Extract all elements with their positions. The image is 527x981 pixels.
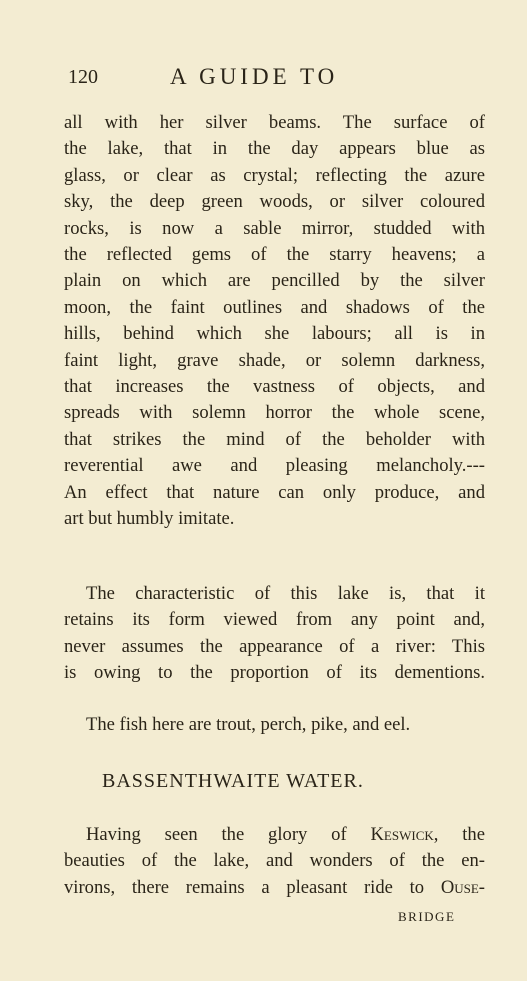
text-line: The fish here are trout, perch, pike, and eel. bbox=[86, 714, 411, 735]
running-head: A GUIDE TO bbox=[170, 64, 339, 89]
text-line: rocks, is now a sable mirror, studded with bbox=[64, 217, 485, 239]
text-line: moon, the faint outlines and shadows of the bbox=[64, 296, 485, 318]
text-line: that increases the vastness of objects, and bbox=[64, 376, 485, 398]
text-line bbox=[64, 822, 485, 848]
text-fragment: , the bbox=[433, 824, 485, 845]
paragraph-bassenthwaite bbox=[64, 822, 485, 901]
text-line: sky, the deep green woods, or silver coloured bbox=[64, 191, 485, 213]
text-line: art but humbly imitate. bbox=[64, 508, 235, 530]
paragraph-night-scene bbox=[64, 110, 485, 533]
section-heading: BASSENTHWAITE WATER. bbox=[102, 770, 364, 792]
text-line: retains its form viewed from any point and, bbox=[64, 609, 485, 631]
text-line: all with her silver beams. The surface of bbox=[64, 112, 485, 133]
place-name-ouse: Ouse- bbox=[440, 876, 485, 898]
text-line: faint light, grave shade, or solemn darkness, bbox=[64, 349, 485, 371]
text-fragment: virons, there remains a pleasant ride to bbox=[64, 876, 441, 898]
text-line: beauties of the lake, and wonders of the en- bbox=[64, 850, 485, 872]
text-line: hills, behind which she labours; all is in bbox=[64, 323, 485, 345]
text-line: that strikes the mind of the beholder with bbox=[64, 428, 485, 450]
text-line: never assumes the appearance of a river: This bbox=[64, 635, 485, 657]
text-fragment: Having seen the glory of bbox=[86, 824, 371, 845]
paragraph-characteristic bbox=[64, 581, 485, 687]
text-line: the reflected gems of the starry heavens; a bbox=[64, 244, 485, 266]
text-line bbox=[64, 875, 485, 901]
page-number: 120 bbox=[68, 66, 98, 88]
paragraph-fish bbox=[64, 712, 485, 738]
text-line: The characteristic of this lake is, that it bbox=[86, 583, 485, 604]
catchword: BRIDGE bbox=[398, 909, 456, 924]
text-line: spreads with solemn horror the whole scene, bbox=[64, 402, 485, 424]
text-line: reverential awe and pleasing melancholy.--- bbox=[64, 455, 485, 477]
place-name-keswick: Keswick bbox=[370, 824, 434, 845]
text-line: plain on which are pencilled by the silver bbox=[64, 270, 485, 292]
text-line: An effect that nature can only produce, and bbox=[64, 481, 485, 503]
text-line: glass, or clear as crystal; reflecting the azure bbox=[64, 164, 485, 186]
text-line: the lake, that in the day appears blue as bbox=[64, 138, 485, 160]
page-header bbox=[68, 64, 487, 92]
text-line: is owing to the proportion of its dementions. bbox=[64, 662, 485, 684]
